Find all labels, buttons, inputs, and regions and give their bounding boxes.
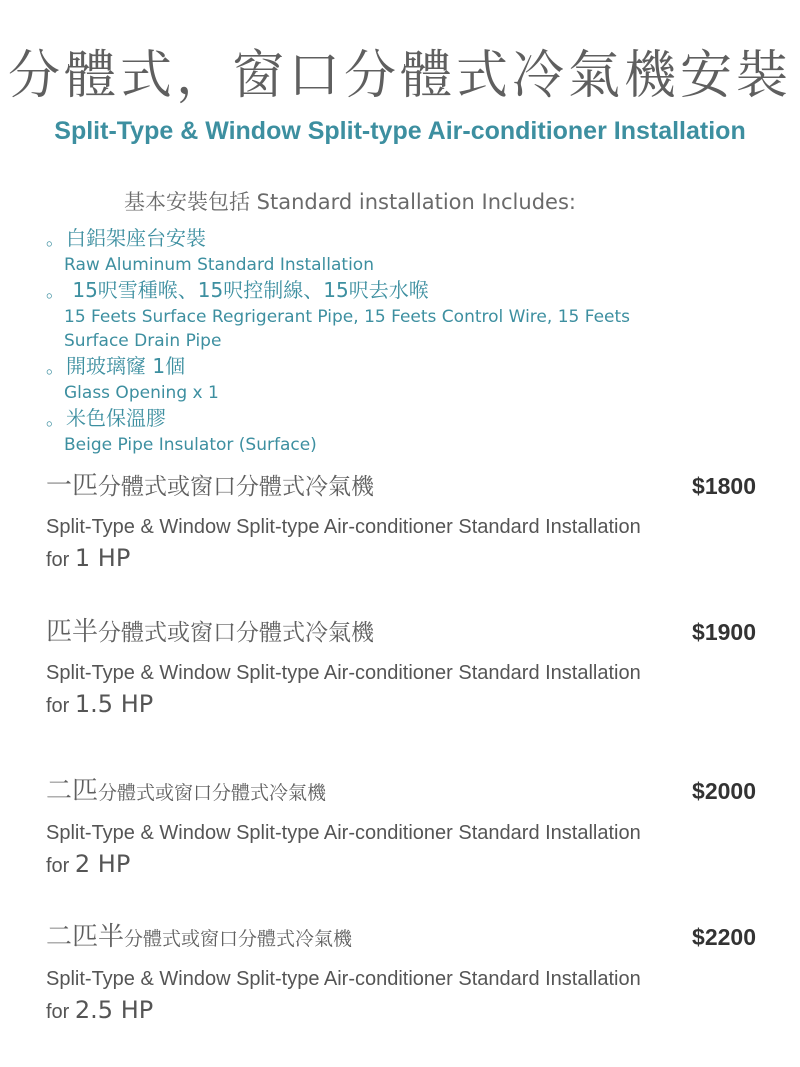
package-1-5hp: [46, 617, 756, 722]
package-title-lead: 一匹: [46, 471, 99, 501]
package-price: $1800: [692, 473, 756, 499]
package-desc-text: Split-Type & Window Split-type Air-conditioner Standard Installation for: [46, 516, 641, 571]
package-description: [46, 512, 646, 576]
package-title: [46, 776, 756, 808]
package-price: $2000: [692, 778, 756, 804]
package-title-rest: 分體式或窗口分體式冷氣機: [124, 928, 353, 950]
include-en: Beige Pipe Insulator (Surface): [64, 435, 317, 455]
package-title: [46, 471, 756, 502]
include-en: Raw Aluminum Standard Installation: [64, 255, 374, 275]
package-hp: 2.5 HP: [74, 996, 154, 1024]
package-hp: 2 HP: [74, 850, 131, 878]
includes-list: [46, 225, 686, 457]
include-en: 15 Feets Surface Regrigerant Pipe, 15 Feets Control Wire, 15 Feets Surface Drain Pipe: [64, 307, 631, 351]
list-item: [46, 405, 686, 457]
package-desc-text: Split-Type & Window Split-type Air-conditioner Standard Installation for: [46, 662, 641, 717]
package-hp: 1 HP: [74, 544, 131, 572]
page-title: 分體式，窗口分體式冷氣機安裝: [7, 46, 792, 106]
package-title-lead: 匹半: [46, 617, 99, 647]
package-title-rest: 分體式或窗口分體式冷氣機: [98, 620, 375, 646]
package-desc-text: Split-Type & Window Split-type Air-conditioner Standard Installation for: [46, 822, 641, 877]
include-zh: 15呎雪種喉、15呎控制線、15呎去水喉: [66, 278, 429, 302]
bullet: 。: [46, 229, 64, 250]
includes-heading: 基本安裝包括 Standard installation Includes:: [124, 190, 576, 214]
package-2-5hp: [46, 922, 756, 1028]
package-1hp: [46, 471, 756, 576]
bullet: 。: [46, 409, 64, 430]
include-zh: 開玻璃窿 1個: [66, 354, 186, 378]
include-zh: 米色保溫膠: [66, 406, 166, 430]
list-item: [46, 353, 686, 405]
package-desc-text: Split-Type & Window Split-type Air-conditioner Standard Installation for: [46, 968, 641, 1023]
package-description: [46, 658, 646, 722]
package-title: [46, 617, 756, 648]
package-price: $2200: [692, 924, 756, 950]
page-subtitle: Split-Type & Window Split-type Air-conditioner Installation: [54, 117, 746, 145]
package-hp: 1.5 HP: [74, 690, 154, 718]
package-title-lead: 二匹: [46, 776, 99, 806]
package-title-lead: 二匹半: [46, 922, 125, 952]
package-price: $1900: [692, 619, 756, 645]
package-title-rest: 分體式或窗口分體式冷氣機: [98, 782, 327, 804]
package-2hp: [46, 776, 756, 882]
package-title-rest: 分體式或窗口分體式冷氣機: [98, 474, 375, 500]
package-title: [46, 922, 756, 954]
bullet: 。: [46, 281, 64, 302]
package-description: [46, 964, 646, 1028]
bullet: 。: [46, 357, 64, 378]
include-en: Glass Opening x 1: [64, 383, 219, 403]
include-zh: 白鋁架座台安裝: [66, 226, 206, 250]
list-item: [46, 225, 686, 277]
list-item: [46, 277, 686, 353]
package-description: [46, 818, 646, 882]
